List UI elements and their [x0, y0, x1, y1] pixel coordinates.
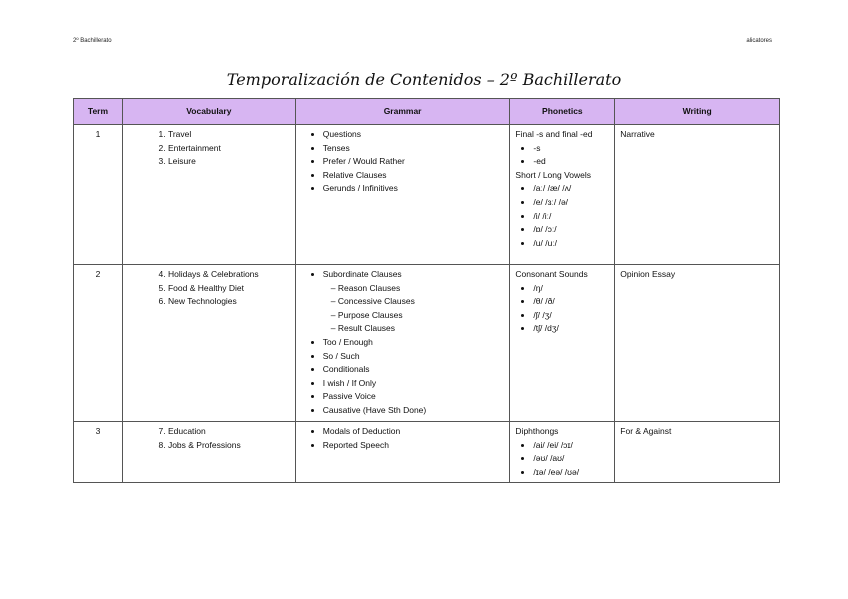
grammar-item-label: Modals of Deduction [322, 426, 401, 436]
phonetics-list [515, 282, 609, 336]
term-cell: 3 [74, 422, 123, 483]
grammar-item [323, 336, 505, 350]
grammar-cell [295, 422, 510, 483]
grammar-item-label: Causative (Have Sth Done) [322, 404, 427, 415]
grammar-item [323, 363, 505, 377]
phonetics-cell [510, 265, 615, 422]
grammar-item [323, 142, 505, 156]
table-row [74, 125, 780, 265]
grammar-item-label: I wish / If Only [322, 377, 377, 388]
vocabulary-item: 6. New Technologies [168, 295, 290, 309]
grammar-cell [295, 265, 510, 422]
grammar-item-label: Too / Enough [322, 336, 373, 347]
col-grammar: Grammar [295, 99, 510, 125]
grammar-item-label: Prefer / Would Rather [322, 156, 405, 167]
grammar-list [301, 268, 505, 418]
col-vocabulary: Vocabulary [122, 99, 295, 125]
grammar-list [301, 128, 505, 196]
vocabulary-item: 5. Food & Healthy Diet [168, 282, 290, 296]
writing-cell: For & Against [615, 422, 780, 483]
grammar-item [323, 169, 505, 183]
phonetics-item: • /ŋ/ [533, 282, 609, 296]
grammar-item-label: Reported Speech [322, 439, 389, 450]
grammar-cell [295, 125, 510, 265]
term-cell: 1 [74, 125, 123, 265]
subclause-item: – Reason Clauses [331, 282, 505, 296]
vocabulary-list [128, 268, 290, 309]
table-row [74, 422, 780, 483]
grammar-item [323, 268, 505, 336]
writing-cell: Opinion Essay [615, 265, 780, 422]
vocabulary-cell [122, 265, 295, 422]
phonetics-item: • /aː/ /æ/ /ʌ/ [533, 182, 609, 196]
table-header-row [74, 99, 780, 125]
grammar-item [323, 128, 505, 142]
vocabulary-list [128, 425, 290, 452]
phonetics-list [515, 439, 609, 480]
phonetics-item: • /ɪə/ /eə/ /ʊə/ [533, 466, 609, 480]
phonetics-item: • /e/ /ɜː/ /ə/ [533, 196, 609, 210]
header-right: alicatores [746, 38, 772, 44]
grammar-item [323, 404, 505, 418]
vocabulary-item: 8. Jobs & Professions [168, 439, 290, 453]
phonetics-item: • /ɒ/ /ɔː/ [533, 223, 609, 237]
subclause-item: – Purpose Clauses [331, 309, 505, 323]
phonetics-item: • /ʃ/ /ʒ/ [533, 309, 609, 323]
vocabulary-cell [122, 125, 295, 265]
page-title: Temporalización de Contenidos – 2º Bachillerato [226, 70, 622, 89]
col-term: Term [74, 99, 123, 125]
phonetics-item: • /u/ /uː/ [533, 237, 609, 251]
col-writing: Writing [615, 99, 780, 125]
grammar-item-label: Gerunds / Infinitives [322, 183, 398, 194]
grammar-item-label: Relative Clauses [322, 169, 387, 180]
grammar-item [323, 155, 505, 169]
col-phonetics: Phonetics [510, 99, 615, 125]
grammar-list [301, 425, 505, 452]
writing-cell: Narrative [615, 125, 780, 265]
table-row [74, 265, 780, 422]
grammar-item-label: Subordinate Clauses [322, 269, 402, 279]
grammar-item-label: So / Such [322, 350, 360, 361]
grammar-item-label: Questions [322, 129, 362, 139]
grammar-item [323, 425, 505, 439]
content-table [73, 98, 780, 483]
phonetics-group-label: Short / Long Vowels [515, 169, 592, 180]
grammar-item-label: Tenses [322, 142, 350, 153]
grammar-item [323, 390, 505, 404]
subclause-item: – Concessive Clauses [331, 295, 505, 309]
subclause-list [323, 282, 505, 336]
phonetics-group-label: Diphthongs [515, 426, 559, 436]
vocabulary-item: 7. Education [168, 425, 290, 439]
subclause-item: – Result Clauses [331, 322, 505, 336]
phonetics-list [515, 142, 609, 169]
phonetics-item: • -ed [533, 155, 609, 169]
phonetics-item: • /i/ /iː/ [533, 210, 609, 224]
grammar-item [323, 439, 505, 453]
vocabulary-item: 4. Holidays & Celebrations [168, 268, 290, 282]
phonetics-item: • /əʊ/ /aʊ/ [533, 452, 609, 466]
grammar-item-label: Conditionals [322, 364, 370, 375]
vocabulary-item: 2. Entertainment [168, 142, 290, 156]
phonetics-item: • /ai/ /ei/ /ɔɪ/ [533, 439, 609, 453]
phonetics-group-label: Final -s and final -ed [515, 129, 593, 139]
term-cell: 2 [74, 265, 123, 422]
grammar-item-label: Passive Voice [322, 391, 376, 402]
phonetics-cell [510, 125, 615, 265]
phonetics-item: • /θ/ /ð/ [533, 295, 609, 309]
vocabulary-cell [122, 422, 295, 483]
vocabulary-item: 3. Leisure [168, 155, 290, 169]
grammar-item [323, 182, 505, 196]
grammar-item [323, 350, 505, 364]
vocabulary-item: 1. Travel [168, 128, 290, 142]
vocabulary-list [128, 128, 290, 169]
phonetics-group-label: Consonant Sounds [515, 269, 588, 279]
phonetics-item: • -s [533, 142, 609, 156]
header-left: 2º Bachillerato [73, 38, 112, 44]
phonetics-cell [510, 422, 615, 483]
phonetics-item: • /tʃ/ /dʒ/ [533, 322, 609, 336]
grammar-item [323, 377, 505, 391]
phonetics-list [515, 182, 609, 250]
